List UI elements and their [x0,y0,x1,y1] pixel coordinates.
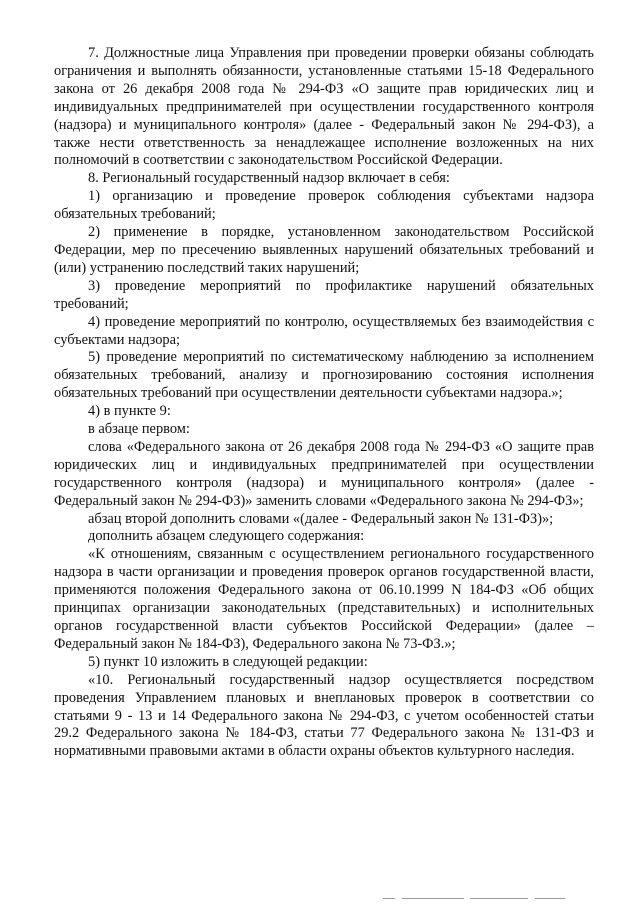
amendment-add-paragraph: дополнить абзацем следующего содержания: [88,528,365,545]
paragraph-8-regional-supervision: 8. Региональный государственный надзор включает в себя: [88,170,450,187]
scan-artifact-line [383,898,395,899]
scan-artifact-line [470,898,528,899]
list-item-1-inspections: 1) организацию и проведение проверок соблюдения субъектами надзора обязательных требований; [54,188,594,223]
paragraph-7-officials-duties: 7. Должностные лица Управления при проведении проверки обязаны соблюдать ограничения и выполнять обязанности, установленные статьями 15-18 Федерального закона от 26 декабря 2008 года № 294-ФЗ «О защите прав юридических лиц и индивидуальных предпринимателей при осуществлении государственного контроля (надзора) и муниципального контроля» (далее - Федеральный закон № 294-ФЗ), а также нести ответственность за ненадлежащее исполнение возложенных на них полномочий в соответствии с законодательством Российской Федерации. [54,45,594,169]
list-item-2-enforcement-measures: 2) применение в порядке, установленном законодательством Российской Федерации, мер по пресечению выявленных нарушений обязательных требований и (или) устранению последствий таких нарушений; [54,224,594,276]
list-item-3-prevention: 3) проведение мероприятий по профилактике нарушений обязательных требований; [54,277,594,312]
quoted-paragraph-10: «10. Региональный государственный надзор осуществляется посредством проведения Управлением плановых и внеплановых проверок в соответствии со статьями 9 - 13 и 14 Федерального закона № 294-ФЗ, с учетом особенностей статьи 29.2 Федерального закона № 184-ФЗ, статьи 77 Федерального закона № 131-ФЗ и нормативными правовыми актами в области охраны объектов культурного наследия. [54,671,594,760]
amendment-paragraph-second: абзац второй дополнить словами «(далее - Федеральный закон № 131-ФЗ)»; [88,510,554,527]
amendment-paragraph-first: в абзаце первом: [88,421,190,438]
amendment-4-point-9: 4) в пункте 9: [88,403,171,420]
amendment-5-point-10: 5) пункт 10 изложить в следующей редакции: [88,653,368,670]
quoted-paragraph-relations: «К отношениям, связанным с осуществлением регионального государственного надзора в части организации и проведения проверок органов государственной власти, применяются положения Федерального закона от 06.10.1999 N 184-ФЗ «Об общих принципах организации законодательных (представительных) и исполнительных органов государственной власти субъектов Российской Федерации» (далее – Федеральный закон № 184-ФЗ), Федерального закона № 73-ФЗ.»; [54,546,594,652]
amendment-replace-words: слова «Федерального закона от 26 декабря 2008 года № 294-ФЗ «О защите прав юридических лиц и индивидуальных предпринимателей при осуществлении государственного контроля (надзора) и муниципального контроля» (далее - Федеральный закон № 294-ФЗ)» заменить словами «Федерального закона № 294-ФЗ»; [54,438,594,509]
scan-artifact-line [402,898,464,899]
list-item-5-systematic-monitoring: 5) проведение мероприятий по систематическому наблюдению за исполнением обязательных требований, анализу и прогнозированию состояния исполнения обязательных требований при осуществлении деятельности субъектами надзора.»; [54,349,594,402]
list-item-4-control-without-interaction: 4) проведение мероприятий по контролю, осуществляемых без взаимодействия с субъектами надзора; [54,313,594,348]
document-body [54,45,594,761]
scan-artifact-line [535,898,565,899]
